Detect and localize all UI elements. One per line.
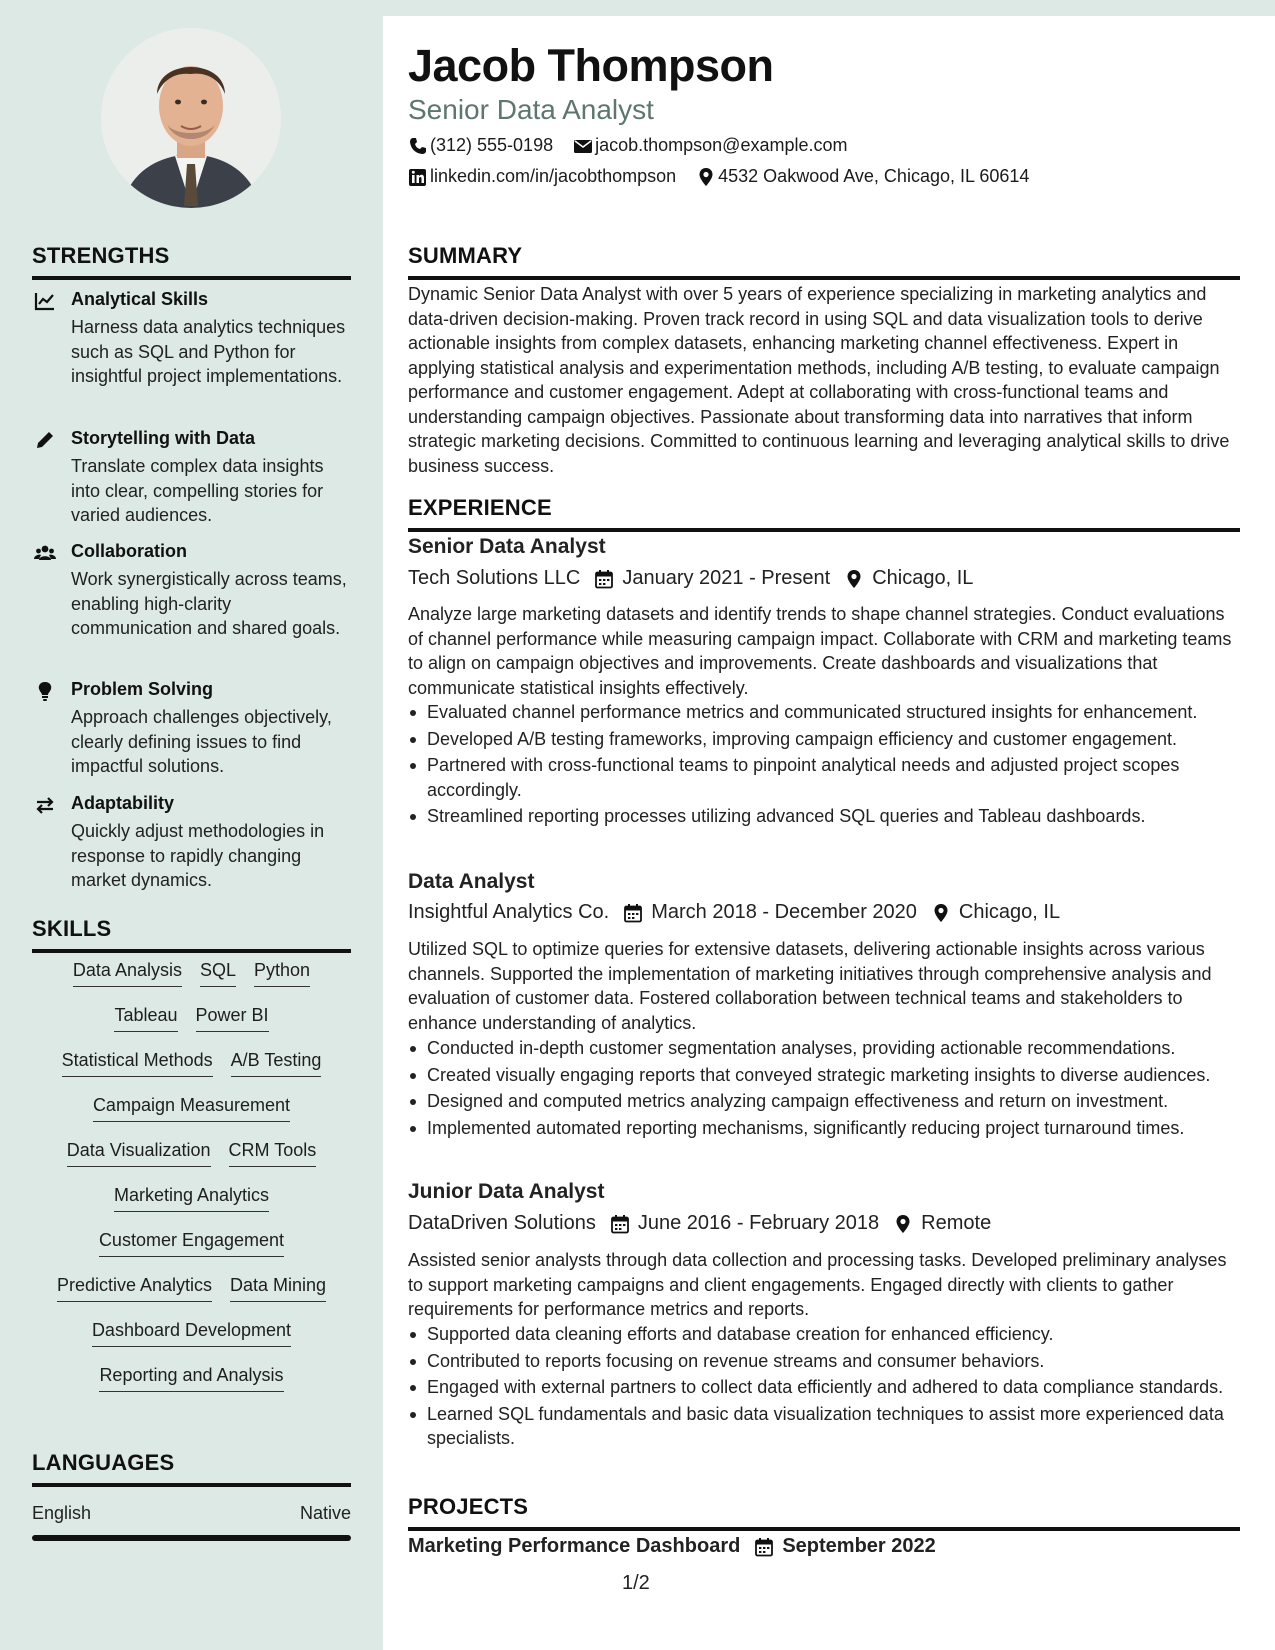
bullet-item: Streamlined reporting processes utilizing advanced SQL queries and Tableau dashboards. (408, 804, 1240, 829)
profile-photo (101, 28, 281, 208)
calendar-icon (594, 569, 614, 589)
strength-desc: Translate complex data insights into clear, compelling stories for varied audiences. (71, 456, 324, 525)
strength-title: Collaboration (71, 541, 187, 561)
strength-desc: Quickly adjust methodologies in response to rapidly changing market dynamics. (71, 821, 325, 890)
pencil-icon (34, 429, 56, 451)
project-title: Marketing Performance Dashboard (408, 1535, 741, 1557)
job-meta (408, 567, 973, 590)
bullet-item: Contributed to reports focusing on revenue streams and consumer behaviors. (408, 1349, 1240, 1374)
job-company: Tech Solutions LLC (408, 567, 581, 589)
job-location: Chicago, IL (872, 567, 974, 589)
strength-desc: Work synergistically across teams, enabling high-clarity communication and shared goals. (71, 569, 347, 638)
skill-row (32, 1048, 351, 1093)
skill-row (32, 1273, 351, 1318)
skill-tag: Customer Engagement (99, 1228, 284, 1257)
job-title: Junior Data Analyst (408, 1180, 605, 1203)
page-number: 1/2 (622, 1572, 650, 1594)
skill-tag: Campaign Measurement (93, 1093, 290, 1122)
strength-desc: Harness data analytics techniques such as SQL and Python for insightful project implementations. (71, 317, 346, 386)
candidate-title: Senior Data Analyst (408, 94, 654, 125)
job-company: DataDriven Solutions (408, 1212, 596, 1234)
calendar-icon (610, 1214, 630, 1234)
linkedin-icon (408, 167, 428, 187)
bullet-item: Conducted in-depth customer segmentation analyses, providing actionable recommendations. (408, 1036, 1240, 1061)
job-meta (408, 1212, 991, 1235)
candidate-name: Jacob Thompson (408, 40, 774, 91)
job-title: Senior Data Analyst (408, 535, 606, 558)
calendar-icon (623, 903, 643, 923)
skill-tag: Statistical Methods (62, 1048, 213, 1077)
location-pin-icon (844, 569, 864, 589)
skill-row (32, 1003, 351, 1048)
contact-row-2 (408, 166, 1029, 187)
strength-desc: Approach challenges objectively, clearly defining issues to find impactful solutions. (71, 707, 332, 776)
skills-heading: SKILLS (32, 916, 351, 953)
strength-title: Analytical Skills (71, 289, 209, 309)
strength-title: Adaptability (71, 793, 175, 813)
skills-list (32, 958, 351, 1408)
bullet-item: Engaged with external partners to collect data efficiently and adhered to data compliance standards. (408, 1375, 1240, 1400)
skill-tag: Marketing Analytics (114, 1183, 269, 1212)
location-pin-icon (931, 903, 951, 923)
bullet-item: Developed A/B testing frameworks, improving campaign efficiency and customer engagement. (408, 727, 1240, 752)
calendar-icon (754, 1537, 774, 1557)
job-title: Data Analyst (408, 870, 535, 893)
skill-row (32, 1228, 351, 1273)
contact-row-1 (408, 135, 848, 156)
summary-heading: SUMMARY (408, 243, 1240, 280)
skill-tag: Data Mining (230, 1273, 326, 1302)
language-proficiency-bar (32, 1535, 351, 1541)
skill-tag: Dashboard Development (92, 1318, 291, 1347)
skill-tag: SQL (200, 958, 236, 987)
strengths-heading: STRENGTHS (32, 243, 351, 280)
skill-row (32, 1183, 351, 1228)
skill-tag: Data Analysis (73, 958, 182, 987)
skill-row (32, 1138, 351, 1183)
language-name: English (32, 1503, 92, 1523)
users-icon (34, 542, 56, 564)
skill-row (32, 958, 351, 1003)
job-bullets (408, 1322, 1240, 1453)
projects-heading: PROJECTS (408, 1494, 1240, 1531)
bullet-item: Designed and computed metrics analyzing campaign effectiveness and return on investment. (408, 1089, 1240, 1114)
bullet-item: Implemented automated reporting mechanisms, significantly reducing project turnaround times. (408, 1116, 1240, 1141)
job-meta (408, 901, 1060, 924)
skill-tag: Reporting and Analysis (99, 1363, 283, 1392)
skill-tag: A/B Testing (231, 1048, 322, 1077)
experience-heading: EXPERIENCE (408, 495, 1240, 532)
bullet-item: Evaluated channel performance metrics and communicated structured insights for enhancement. (408, 700, 1240, 725)
languages-heading: LANGUAGES (32, 1450, 351, 1487)
strength-title: Storytelling with Data (71, 428, 256, 448)
project-row (408, 1535, 936, 1558)
summary-text: Dynamic Senior Data Analyst with over 5 years of experience specializing in marketing analytics and data-driven decision-making. Proven track record in using SQL and data visualization tools to derive actionable insights from complex datasets, enhancing marketing channel effectiveness. Expert in applying statistical analysis and experimentation methods, including A/B testing, to evaluate campaign performance and customer engagement. Adept at collaborating with cross-functional teams and understanding campaign objectives. Passionate about transforming data into narratives that inform strategic marketing decisions. Committed to continuous learning and leveraging analytical skills to drive business success. (408, 284, 1230, 476)
project-date: September 2022 (782, 1535, 936, 1557)
skill-tag: Power BI (196, 1003, 269, 1032)
skill-tag: Data Visualization (67, 1138, 211, 1167)
job-description: Assisted senior analysts through data collection and processing tasks. Developed preliminary analyses to support marketing campaigns and client engagements. Engaged directly with clients to gather requirements for performance metrics and reports. (408, 1250, 1227, 1319)
language-level: Native (299, 1503, 351, 1523)
location-pin-icon (696, 167, 716, 187)
arrows-exchange-icon (34, 794, 56, 816)
job-bullets (408, 700, 1240, 831)
job-location: Chicago, IL (958, 901, 1061, 923)
job-company: Insightful Analytics Co. (408, 901, 610, 923)
skill-row (32, 1318, 351, 1363)
job-dates: January 2021 - Present (622, 567, 831, 589)
bullet-item: Learned SQL fundamentals and basic data visualization techniques to assist more experienced data specialists. (408, 1402, 1240, 1451)
skill-row (32, 1093, 351, 1138)
job-dates: June 2016 - February 2018 (637, 1212, 880, 1234)
linkedin-text[interactable]: linkedin.com/in/jacobthompson (430, 166, 677, 186)
lightbulb-icon (34, 680, 56, 702)
job-description: Analyze large marketing datasets and identify trends to shape channel strategies. Conduct evaluations of channel performance while measuring campaign impact. Collaborate with CRM and marketing teams to align on campaign objectives and improvements. Create dashboards and visualizations that communicate statistical insights effectively. (408, 604, 1232, 698)
skill-row (32, 1363, 351, 1408)
location-pin-icon (893, 1214, 913, 1234)
profile-photo-illustration (101, 28, 281, 208)
phone-icon (408, 136, 428, 156)
job-bullets (408, 1036, 1240, 1142)
job-location: Remote (921, 1212, 992, 1234)
envelope-icon (573, 136, 593, 156)
email-text[interactable]: jacob.thompson@example.com (595, 135, 848, 155)
strength-title: Problem Solving (71, 679, 214, 699)
phone-text: (312) 555-0198 (430, 135, 554, 155)
skill-tag: Predictive Analytics (57, 1273, 212, 1302)
job-dates: March 2018 - December 2020 (651, 901, 917, 923)
line-chart-icon (34, 290, 56, 312)
skill-tag: CRM Tools (229, 1138, 317, 1167)
bullet-item: Supported data cleaning efforts and database creation for enhanced efficiency. (408, 1322, 1240, 1347)
skill-tag: Tableau (114, 1003, 177, 1032)
skill-tag: Python (254, 958, 310, 987)
bullet-item: Created visually engaging reports that conveyed strategic marketing insights to diverse audiences. (408, 1063, 1240, 1088)
bullet-item: Partnered with cross-functional teams to pinpoint analytical needs and adjusted project scopes accordingly. (408, 753, 1240, 802)
address-text: 4532 Oakwood Ave, Chicago, IL 60614 (718, 166, 1030, 186)
job-description: Utilized SQL to optimize queries for extensive datasets, delivering actionable insights across various channels. Supported the implementation of marketing initiatives through comprehensive analysis and evaluation of customer data. Fostered collaboration between technical teams and stakeholders to enhance understanding of analytics. (408, 939, 1212, 1033)
